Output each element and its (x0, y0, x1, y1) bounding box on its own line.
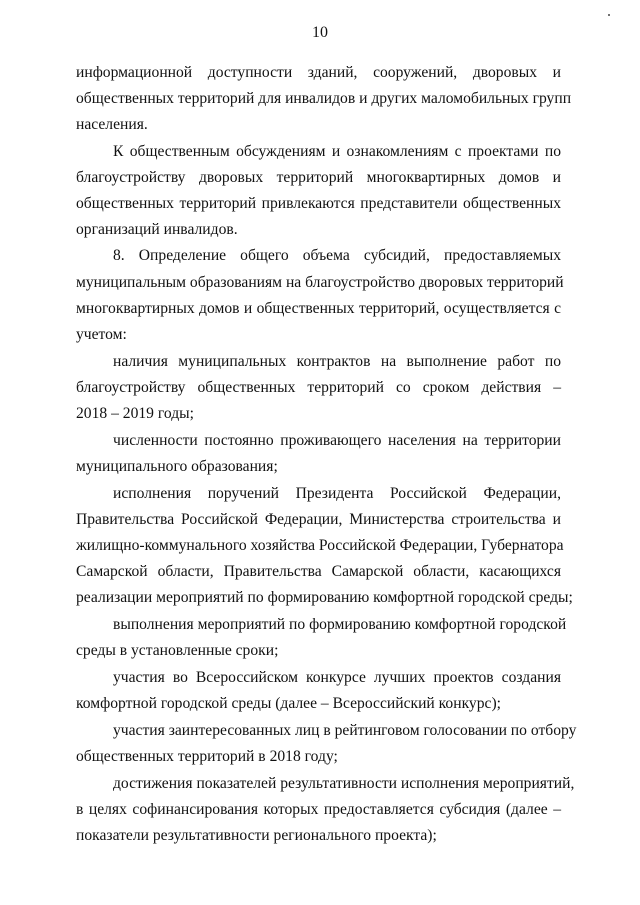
text-line: многоквартирных домов и общественных территорий, осуществляется с (76, 300, 561, 317)
text-line: 2018 – 2019 годы; (76, 405, 194, 422)
text-line: благоустройству общественных территорий со сроком действия – (76, 379, 561, 396)
text-line: общественных территорий в 2018 году; (76, 748, 338, 765)
text-line: в целях софинансирования которых предоставляется субсидия (далее – (76, 801, 561, 818)
text-line: муниципальным образованиям на благоустройство дворовых территорий (76, 274, 564, 291)
text-line: выполнения мероприятий по формированию комфортной городской (113, 616, 567, 633)
text-line: благоустройству дворовых территорий многоквартирных домов и (76, 169, 561, 186)
text-line: муниципального образования; (76, 458, 278, 475)
text-line: информационной доступности зданий, сооружений, дворовых и (76, 64, 561, 81)
text-line: общественных территорий привлекаются представители общественных (76, 195, 561, 212)
text-line: показатели результативности регионального проекта); (76, 827, 437, 844)
text-line: К общественным обсуждениям и ознакомлениям с проектами по (113, 143, 561, 160)
text-line: населения. (76, 116, 148, 133)
text-line: численности постоянно проживающего населения на территории (113, 432, 561, 449)
text-line: наличия муниципальных контрактов на выполнение работ по (113, 353, 561, 370)
text-line: исполнения поручений Президента Российской Федерации, (113, 485, 561, 502)
text-line: 8. Определение общего объема субсидий, предоставляемых (113, 247, 561, 264)
text-line: комфортной городской среды (далее – Всероссийский конкурс); (76, 695, 501, 712)
page-number: 10 (312, 24, 328, 41)
text-line: реализации мероприятий по формированию комфортной городской среды; (76, 589, 573, 606)
text-line: жилищно-коммунального хозяйства Российской Федерации, Губернатора (76, 537, 564, 554)
text-line: учетом: (76, 326, 127, 343)
text-line: участия во Всероссийском конкурсе лучших проектов создания (113, 669, 561, 686)
text-line: участия заинтересованных лиц в рейтинговом голосовании по отбору (113, 722, 577, 739)
text-line: Самарской области, Правительства Самарской области, касающихся (76, 563, 561, 580)
text-line: Правительства Российской Федерации, Министерства строительства и (76, 511, 561, 528)
text-line: достижения показателей результативности исполнения мероприятий, (113, 775, 575, 792)
text-line: организаций инвалидов. (76, 221, 238, 238)
text-line: среды в установленные сроки; (76, 642, 279, 659)
scan-mark (608, 14, 610, 16)
text-line: общественных территорий для инвалидов и других маломобильных групп (76, 90, 572, 107)
